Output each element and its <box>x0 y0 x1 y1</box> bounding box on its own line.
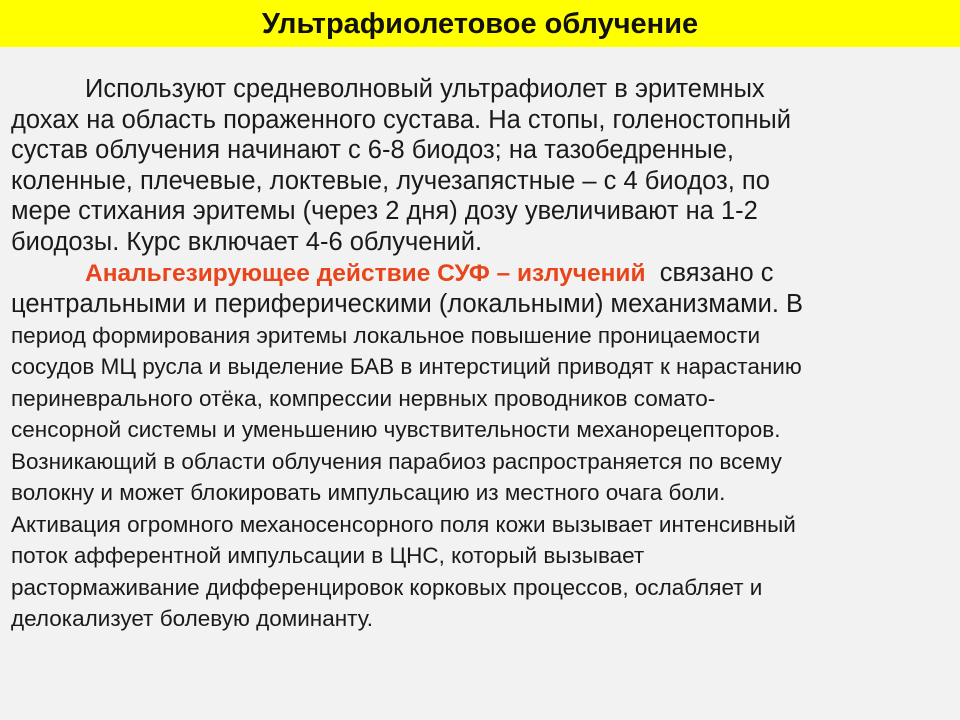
highlight-phrase: Анальгезирующее действие СУФ – излучений <box>85 259 646 287</box>
paragraph-1 <box>11 74 946 258</box>
paragraph-2-line: периневрального отёка, компрессии нервных проводников сомато- <box>11 385 716 411</box>
paragraph-2-lead-line <box>11 258 946 290</box>
paragraph-1-line: Используют средневолновый ультрафиолет в эритемных <box>85 75 765 103</box>
paragraph-2-line: поток афферентной импульсации в ЦНС, который вызывает <box>11 543 645 569</box>
paragraph-1-line: дохах на область пораженного сустава. На стопы, голеностопный <box>11 105 791 134</box>
paragraph-2-line: делокализует болевую доминанту. <box>11 606 373 632</box>
paragraph-2-line: растормаживание дифференцировок корковых процессов, ослабляет и <box>11 574 763 600</box>
paragraph-2-line: сосудов МЦ русла и выделение БАВ в интерстиций приводят к нарастанию <box>11 354 802 380</box>
paragraph-2-line: период формирования эритемы локальное повышение проницаемости <box>11 322 761 348</box>
paragraph-2-line: сенсорной системы и уменьшению чувствительности механорецепторов. <box>11 417 781 443</box>
paragraph-2-line: Активация огромного механосенсорного поля кожи вызывает интенсивный <box>11 511 796 537</box>
slide-title: Ультрафиолетовое облучение <box>261 8 699 40</box>
slide-body <box>11 74 946 635</box>
paragraph-1-line: сустав облучения начинают с 6-8 биодоз; на тазобедренные, <box>11 136 735 165</box>
paragraph-2-line: Возникающий в области облучения парабиоз распространяется по всему <box>11 448 782 474</box>
paragraph-2-line: волокну и может блокировать импульсацию из местного очага боли. <box>11 480 726 506</box>
paragraph-1-line: мере стихания эритемы (через 2 дня) дозу увеличивают на 1-2 <box>11 197 758 226</box>
paragraph-2-line: центральными и периферическими (локальными) механизмами. В <box>11 290 804 319</box>
paragraph-1-line: коленные, плечевые, локтевые, лучезапястные – с 4 биодоз, по <box>11 166 770 195</box>
paragraph-1-line: биодозы. Курс включает 4-6 облучений. <box>11 227 483 256</box>
paragraph-2 <box>11 258 946 635</box>
title-bar <box>0 0 960 47</box>
lead-continuation: связано с <box>645 258 774 287</box>
